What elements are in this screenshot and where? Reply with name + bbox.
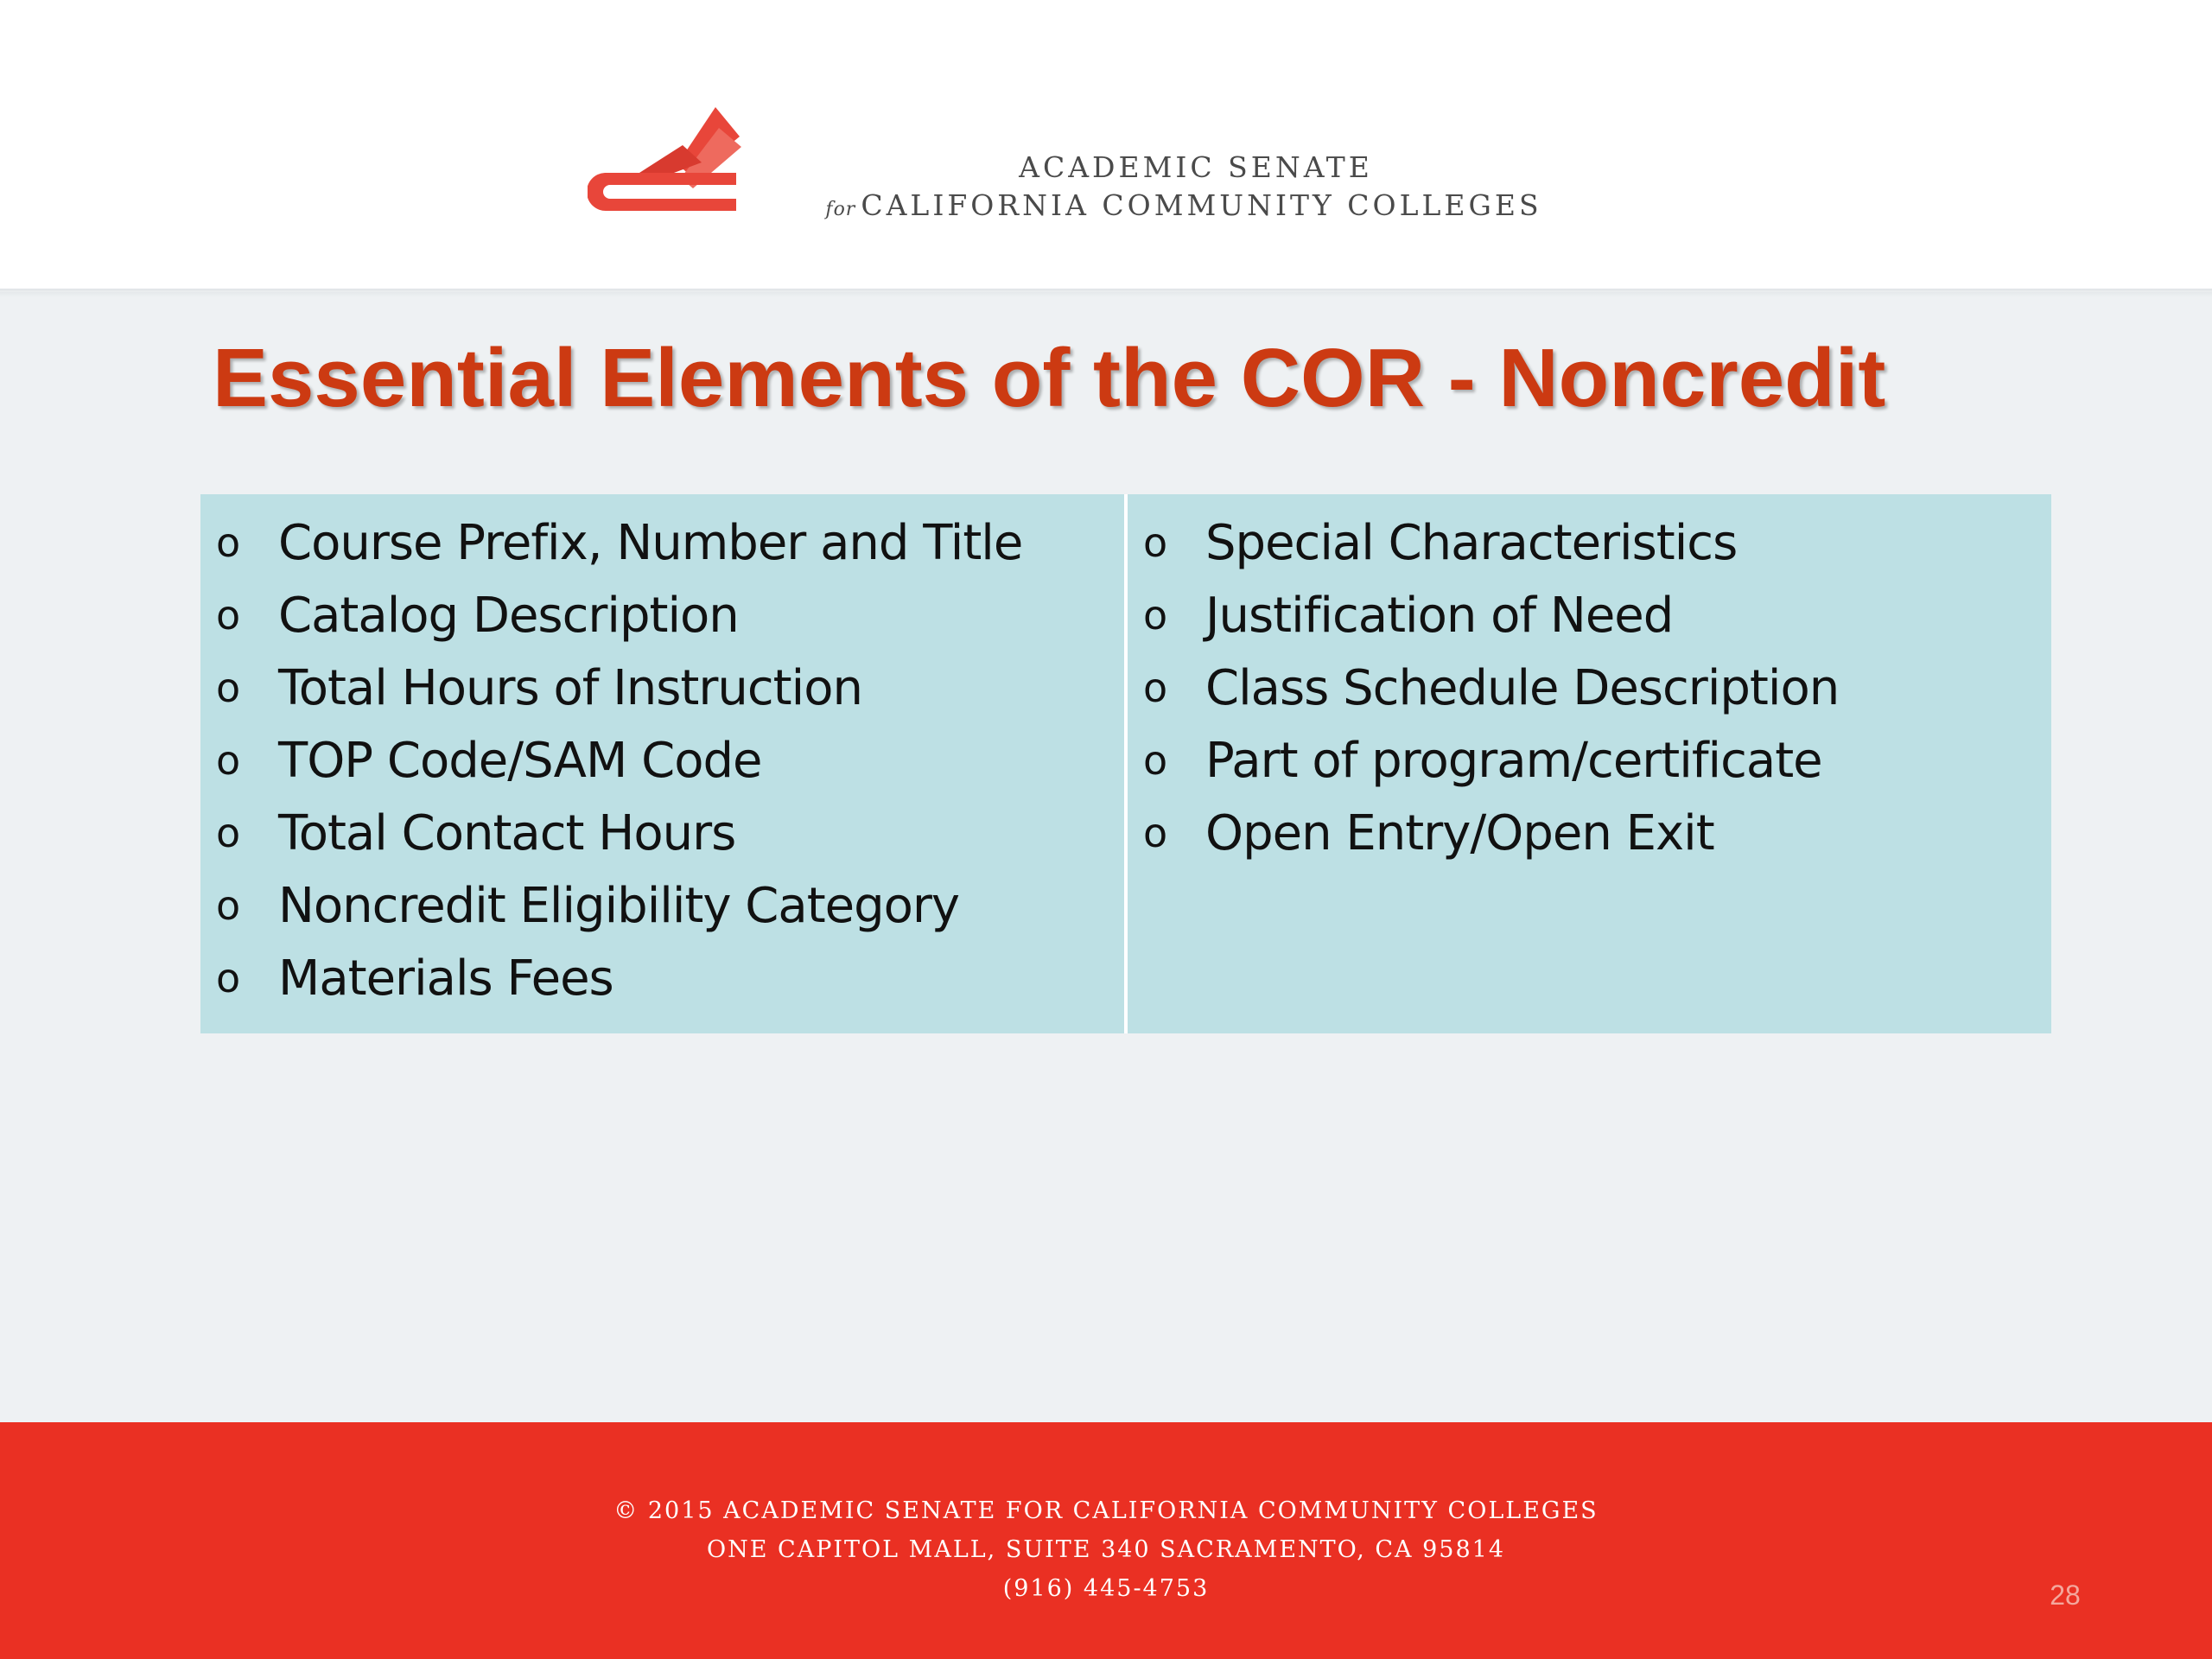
page-number: 28: [2050, 1580, 2081, 1611]
list-item-text: Class Schedule Description: [1205, 659, 1840, 716]
list-item: [1128, 506, 2051, 579]
list-item: [1128, 579, 2051, 652]
list-item: [200, 579, 1124, 652]
bullet-icon: o: [1143, 737, 1168, 784]
org-name-line2: [812, 187, 1555, 229]
org-name-line2-text: CALIFORNIA COMMUNITY COLLEGES: [861, 188, 1542, 222]
bullet-icon: o: [216, 955, 241, 1001]
footer-address: ONE CAPITOL MALL, SUITE 340 SACRAMENTO, CA 95814: [706, 1536, 1506, 1563]
slide-title: Essential Elements of the COR - Noncredit: [213, 332, 1886, 424]
bullet-icon: o: [1143, 664, 1168, 711]
footer-band: [0, 1422, 2212, 1659]
right-bullet-list: [1128, 506, 2051, 869]
list-item: [1128, 724, 2051, 797]
bullet-icon: o: [1143, 592, 1168, 639]
list-item-text: Catalog Description: [278, 587, 739, 644]
list-item-text: Materials Fees: [278, 950, 613, 1007]
list-item: [1128, 797, 2051, 869]
footer-phone: (916) 445-4753: [1002, 1575, 1210, 1602]
org-name-for: for: [825, 199, 856, 220]
list-item: [200, 942, 1124, 1014]
left-bullet-list: [200, 506, 1124, 1014]
list-item-text: Justification of Need: [1205, 587, 1674, 644]
list-item: [200, 506, 1124, 579]
book-icon: [588, 102, 745, 218]
list-item-text: Total Contact Hours: [278, 804, 736, 861]
bullet-icon: o: [1143, 519, 1168, 566]
list-item: [200, 869, 1124, 942]
list-item-text: Open Entry/Open Exit: [1205, 804, 1714, 861]
footer-text: [0, 1491, 2212, 1608]
list-item: [200, 797, 1124, 869]
list-item-text: Noncredit Eligibility Category: [278, 877, 960, 934]
list-item: [200, 652, 1124, 724]
list-item-text: Special Characteristics: [1205, 514, 1738, 571]
organization-name: [812, 149, 1555, 229]
left-column: [200, 494, 1124, 1033]
header-band: [0, 0, 2212, 292]
elements-table: [200, 494, 2051, 1033]
list-item: [1128, 652, 2051, 724]
list-item-text: Part of program/certificate: [1205, 732, 1822, 789]
org-name-line1: ACADEMIC SENATE: [1019, 150, 1373, 184]
bullet-icon: o: [216, 882, 241, 929]
list-item: [200, 724, 1124, 797]
list-item-text: Total Hours of Instruction: [278, 659, 862, 716]
bullet-icon: o: [216, 810, 241, 856]
header-divider: [0, 289, 2212, 297]
right-column: [1128, 494, 2051, 1033]
bullet-icon: o: [216, 519, 241, 566]
footer-copyright: © 2015 ACADEMIC SENATE FOR CALIFORNIA COMMUNITY COLLEGES: [613, 1497, 1599, 1524]
bullet-icon: o: [216, 592, 241, 639]
bullet-icon: o: [216, 664, 241, 711]
list-item-text: Course Prefix, Number and Title: [278, 514, 1023, 571]
list-item-text: TOP Code/SAM Code: [278, 732, 762, 789]
bullet-icon: o: [216, 737, 241, 784]
bullet-icon: o: [1143, 810, 1168, 856]
